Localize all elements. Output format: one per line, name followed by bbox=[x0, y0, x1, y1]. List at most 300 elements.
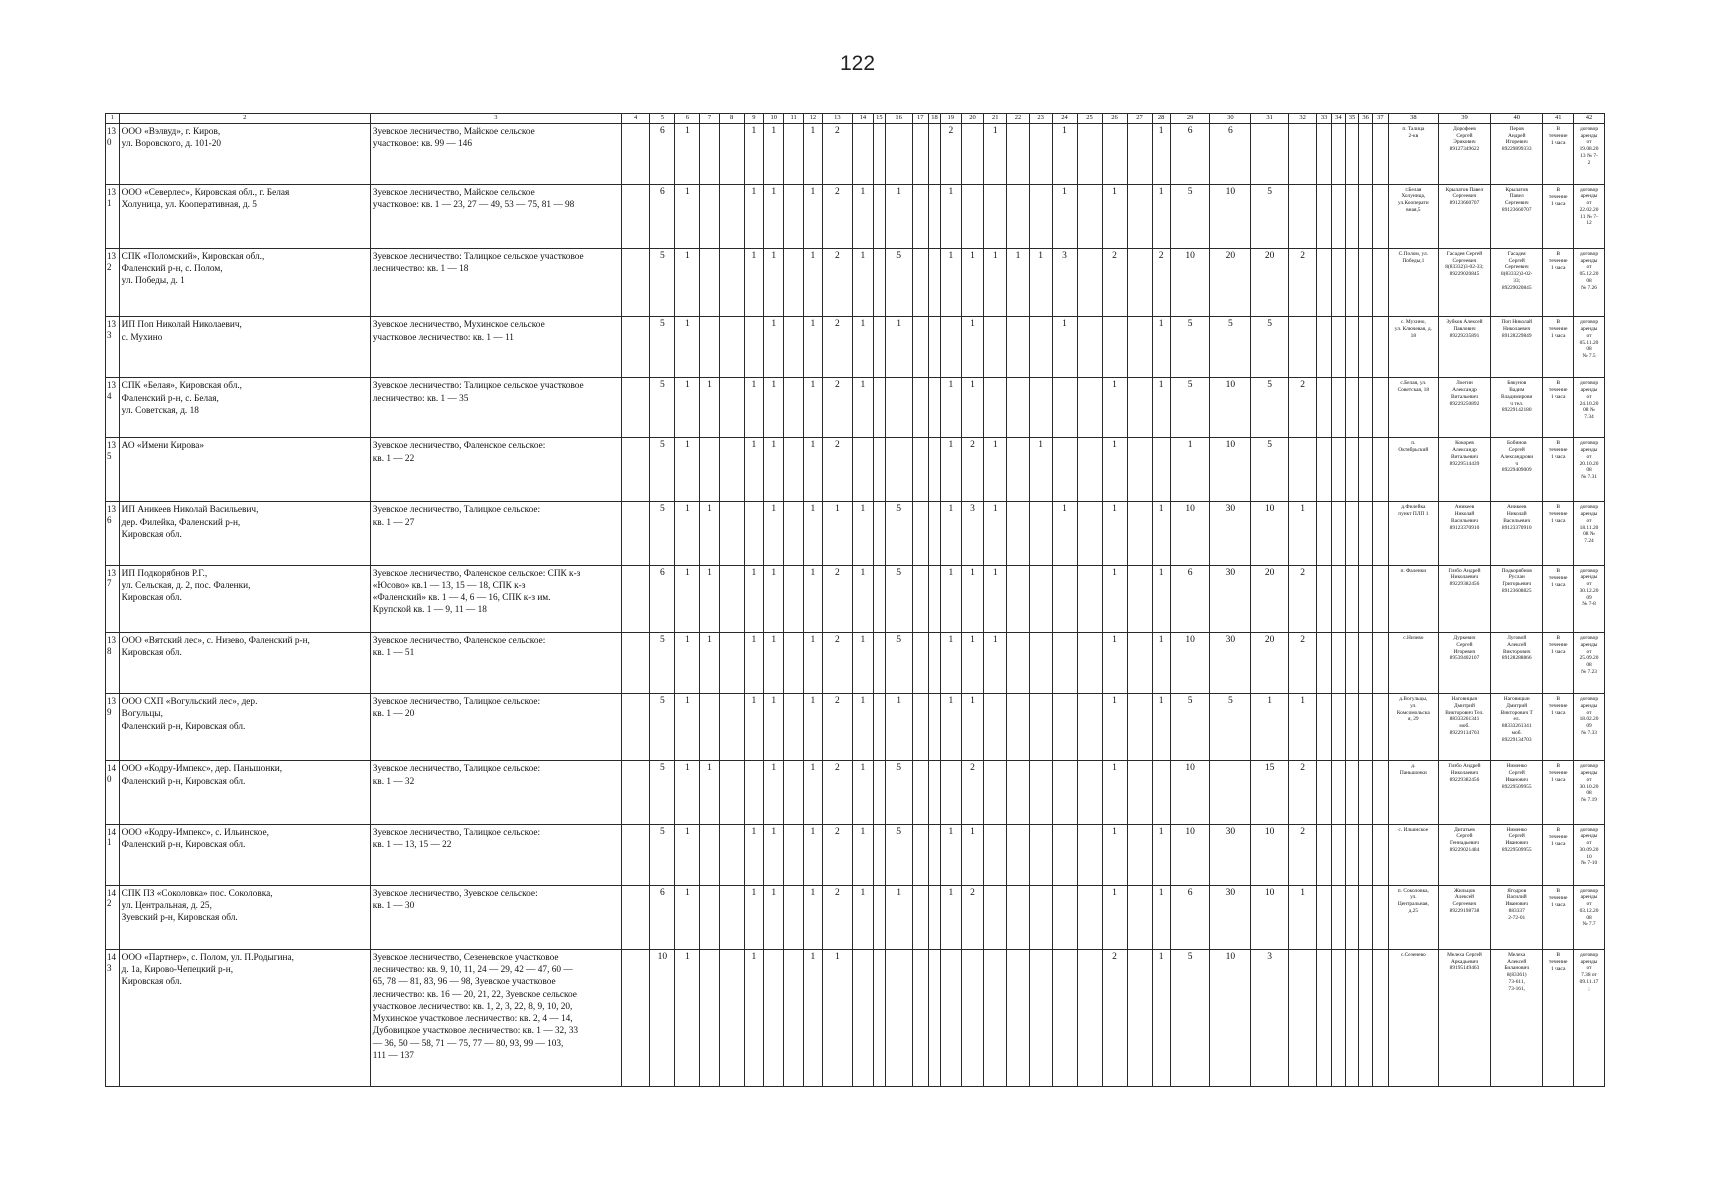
value-cell bbox=[912, 565, 928, 632]
column-number: 15 bbox=[874, 114, 885, 124]
value-cell bbox=[928, 123, 941, 184]
value-cell bbox=[912, 633, 928, 694]
value-cell: 1 bbox=[803, 694, 822, 761]
responsible-person-cell: Дорофеев Сергей Эрикович 89127349622 bbox=[1438, 123, 1490, 184]
value-cell: 1 bbox=[1102, 633, 1127, 694]
value-cell: 1 bbox=[1102, 184, 1127, 248]
value-cell bbox=[885, 123, 912, 184]
value-cell bbox=[784, 378, 803, 438]
value-cell bbox=[941, 317, 961, 378]
value-cell bbox=[1152, 761, 1170, 824]
value-cell bbox=[1007, 761, 1030, 824]
value-cell: 1 bbox=[1152, 317, 1170, 378]
forestry-location-cell: Зуевское лесничество, Фаленское сельское: кв. 1 — 51 bbox=[370, 633, 621, 694]
value-cell: 1 bbox=[1152, 123, 1170, 184]
value-cell: 2 bbox=[1102, 248, 1127, 317]
column-number: 1 bbox=[106, 114, 120, 124]
value-cell bbox=[912, 824, 928, 885]
organization-cell: ООО «Кодру-Импекс», с. Ильинское, Фаленский р-н, Кировская обл. bbox=[119, 824, 370, 885]
value-cell: 1 bbox=[700, 378, 719, 438]
value-cell bbox=[912, 317, 928, 378]
column-number: 32 bbox=[1288, 114, 1316, 124]
value-cell: 3 bbox=[1052, 248, 1077, 317]
value-cell: 1 bbox=[744, 123, 763, 184]
value-cell: 5 bbox=[650, 248, 675, 317]
value-cell: 1 bbox=[1152, 824, 1170, 885]
value-cell: 1 bbox=[1152, 502, 1170, 565]
value-cell bbox=[1372, 761, 1388, 824]
value-cell bbox=[1007, 633, 1030, 694]
value-cell bbox=[744, 502, 763, 565]
value-cell bbox=[621, 248, 649, 317]
value-cell bbox=[928, 761, 941, 824]
value-cell bbox=[1332, 694, 1346, 761]
value-cell bbox=[984, 949, 1007, 1086]
organization-cell: ООО СХП «Вогульский лес», дер. Вогульцы, Фаленский р-н, Кировская обл. bbox=[119, 694, 370, 761]
value-cell: 1 bbox=[700, 633, 719, 694]
value-cell: 10 bbox=[1170, 824, 1210, 885]
value-cell: 2 bbox=[1152, 248, 1170, 317]
value-cell: 1 bbox=[852, 248, 874, 317]
value-cell bbox=[928, 824, 941, 885]
value-cell bbox=[1372, 824, 1388, 885]
value-cell: 5 bbox=[885, 633, 912, 694]
value-cell: 1 bbox=[852, 761, 874, 824]
value-cell bbox=[1332, 502, 1346, 565]
value-cell bbox=[784, 694, 803, 761]
value-cell: 1 bbox=[803, 633, 822, 694]
value-cell bbox=[1317, 123, 1332, 184]
value-cell bbox=[719, 438, 744, 502]
column-number: 40 bbox=[1491, 114, 1543, 124]
value-cell: 5 bbox=[1251, 378, 1289, 438]
response-time-cell: В течение 1 часа bbox=[1543, 378, 1574, 438]
value-cell: 1 bbox=[941, 184, 961, 248]
value-cell: 1 bbox=[744, 949, 763, 1086]
value-cell: 1 bbox=[675, 184, 700, 248]
value-cell bbox=[1102, 123, 1127, 184]
response-time-cell: В течение 1 часа bbox=[1543, 761, 1574, 824]
column-number: 39 bbox=[1438, 114, 1490, 124]
value-cell bbox=[912, 438, 928, 502]
value-cell: 1 bbox=[744, 824, 763, 885]
value-cell bbox=[1007, 885, 1030, 949]
column-number: 37 bbox=[1372, 114, 1388, 124]
value-cell bbox=[1077, 123, 1102, 184]
contact-person-cell: Бобинов Сергей Александрови ч 89229409009 bbox=[1491, 438, 1543, 502]
value-cell: 20 bbox=[1251, 248, 1289, 317]
value-cell: 20 bbox=[1251, 633, 1289, 694]
value-cell: 1 bbox=[1007, 248, 1030, 317]
value-cell: 1 bbox=[852, 824, 874, 885]
column-number: 30 bbox=[1210, 114, 1251, 124]
value-cell: 5 bbox=[1170, 184, 1210, 248]
table-row bbox=[106, 694, 1605, 761]
value-cell bbox=[744, 761, 763, 824]
value-cell: 2 bbox=[823, 438, 853, 502]
value-cell bbox=[874, 123, 885, 184]
responsible-person-cell: Дигатьев Сергей Геннадьевич 89229021484 bbox=[1438, 824, 1490, 885]
value-cell bbox=[1029, 885, 1052, 949]
value-cell bbox=[874, 248, 885, 317]
value-cell: 1 bbox=[852, 378, 874, 438]
value-cell: 2 bbox=[823, 378, 853, 438]
value-cell: 10 bbox=[1251, 885, 1289, 949]
value-cell bbox=[1052, 438, 1077, 502]
address-cell: с. Мухино, ул. Ключевая, д. 18 bbox=[1388, 317, 1438, 378]
address-cell: п. Фаленки bbox=[1388, 565, 1438, 632]
value-cell: 1 bbox=[1152, 633, 1170, 694]
column-number: 38 bbox=[1388, 114, 1438, 124]
value-cell: 1 bbox=[803, 378, 822, 438]
responsible-person-cell: Гизбо Андрей Николаевич 89229382456 bbox=[1438, 565, 1490, 632]
value-cell: 1 bbox=[763, 761, 783, 824]
row-number: 131 bbox=[106, 184, 120, 248]
value-cell: 1 bbox=[803, 761, 822, 824]
value-cell bbox=[700, 885, 719, 949]
value-cell: 1 bbox=[1102, 565, 1127, 632]
responsible-person-cell: Крылатов Павел Сергеевич 89123660707 bbox=[1438, 184, 1490, 248]
value-cell: 1 bbox=[803, 502, 822, 565]
value-cell bbox=[1077, 694, 1102, 761]
organization-cell: ООО «Вэлвуд», г. Киров, ул. Воровского, д. 101-20 bbox=[119, 123, 370, 184]
value-cell bbox=[1345, 824, 1359, 885]
value-cell: 3 bbox=[961, 502, 984, 565]
value-cell: 1 bbox=[744, 438, 763, 502]
value-cell: 2 bbox=[1288, 378, 1316, 438]
value-cell: 1 bbox=[885, 184, 912, 248]
value-cell: 1 bbox=[885, 317, 912, 378]
value-cell: 1 bbox=[763, 438, 783, 502]
value-cell: 6 bbox=[650, 885, 675, 949]
responsible-person-cell: Кокорев Александр Витальевич 89229514439 bbox=[1438, 438, 1490, 502]
value-cell: 10 bbox=[1210, 378, 1251, 438]
value-cell: 1 bbox=[700, 761, 719, 824]
value-cell: 1 bbox=[1102, 502, 1127, 565]
responsible-person-cell: Зубков Алексей Павлович 89229235891 bbox=[1438, 317, 1490, 378]
value-cell bbox=[1077, 248, 1102, 317]
value-cell bbox=[874, 565, 885, 632]
value-cell bbox=[984, 694, 1007, 761]
value-cell bbox=[1332, 824, 1346, 885]
column-number: 8 bbox=[719, 114, 744, 124]
response-time-cell: В течение 1 часа bbox=[1543, 633, 1574, 694]
value-cell bbox=[1359, 248, 1373, 317]
value-cell bbox=[1127, 694, 1152, 761]
value-cell: 5 bbox=[1210, 694, 1251, 761]
value-cell bbox=[1007, 949, 1030, 1086]
value-cell bbox=[1359, 565, 1373, 632]
value-cell: 1 bbox=[744, 694, 763, 761]
value-cell bbox=[700, 824, 719, 885]
value-cell bbox=[1359, 184, 1373, 248]
lease-agreement-cell: договор аренды от 05.11.20 08 № 7.5 bbox=[1574, 317, 1605, 378]
value-cell: 1 bbox=[1102, 761, 1127, 824]
value-cell bbox=[1127, 438, 1152, 502]
row-number: 133 bbox=[106, 317, 120, 378]
value-cell: 1 bbox=[744, 378, 763, 438]
column-number: 21 bbox=[984, 114, 1007, 124]
table-row bbox=[106, 184, 1605, 248]
value-cell: 5 bbox=[650, 502, 675, 565]
value-cell: 1 bbox=[1102, 885, 1127, 949]
value-cell bbox=[719, 633, 744, 694]
value-cell bbox=[719, 761, 744, 824]
value-cell bbox=[1127, 633, 1152, 694]
value-cell bbox=[1372, 438, 1388, 502]
value-cell bbox=[719, 123, 744, 184]
value-cell: 1 bbox=[1102, 438, 1127, 502]
value-cell bbox=[1210, 761, 1251, 824]
value-cell bbox=[1288, 317, 1316, 378]
value-cell: 15 bbox=[1251, 761, 1289, 824]
response-time-cell: В течение 1 часа bbox=[1543, 317, 1574, 378]
responsible-person-cell: Мелеха Сергей Аркадьевич 89195149463 bbox=[1438, 949, 1490, 1086]
value-cell bbox=[874, 885, 885, 949]
value-cell: 1 bbox=[763, 633, 783, 694]
value-cell: 6 bbox=[1170, 885, 1210, 949]
value-cell bbox=[1127, 565, 1152, 632]
column-number: 3 bbox=[370, 114, 621, 124]
value-cell bbox=[1332, 248, 1346, 317]
value-cell: 5 bbox=[1251, 317, 1289, 378]
value-cell: 30 bbox=[1210, 633, 1251, 694]
lease-agreement-cell: договор аренды от 03.12.20 08 № 7.7 bbox=[1574, 885, 1605, 949]
value-cell: 1 bbox=[1052, 317, 1077, 378]
value-cell bbox=[784, 317, 803, 378]
value-cell bbox=[852, 123, 874, 184]
value-cell bbox=[1288, 184, 1316, 248]
value-cell bbox=[1029, 184, 1052, 248]
value-cell: 10 bbox=[1170, 502, 1210, 565]
value-cell: 5 bbox=[650, 761, 675, 824]
table-row bbox=[106, 123, 1605, 184]
value-cell: 1 bbox=[763, 502, 783, 565]
organization-cell: ООО «Кодру-Импекс», дер. Паньшонки, Фаленский р-н, Кировская обл. bbox=[119, 761, 370, 824]
value-cell: 2 bbox=[823, 248, 853, 317]
value-cell: 1 bbox=[941, 502, 961, 565]
organization-cell: ООО «Вятский лес», с. Низево, Фаленский р-н, Кировская обл. bbox=[119, 633, 370, 694]
lease-agreement-cell: договор аренды от 19.08.20 13 № 7- 2 bbox=[1574, 123, 1605, 184]
value-cell: 1 bbox=[961, 824, 984, 885]
value-cell bbox=[1007, 317, 1030, 378]
value-cell: 5 bbox=[885, 824, 912, 885]
value-cell bbox=[1332, 184, 1346, 248]
forestry-location-cell: Зуевское лесничество, Талицкое сельское: кв. 1 — 27 bbox=[370, 502, 621, 565]
value-cell: 2 bbox=[1102, 949, 1127, 1086]
value-cell bbox=[1077, 565, 1102, 632]
value-cell bbox=[1029, 502, 1052, 565]
value-cell bbox=[874, 694, 885, 761]
value-cell bbox=[1359, 694, 1373, 761]
value-cell bbox=[1359, 824, 1373, 885]
column-number: 19 bbox=[941, 114, 961, 124]
value-cell: 1 bbox=[675, 123, 700, 184]
value-cell bbox=[1127, 885, 1152, 949]
value-cell bbox=[784, 885, 803, 949]
value-cell: 1 bbox=[941, 633, 961, 694]
forestry-location-cell: Зуевское лесничество, Талицкое сельское: кв. 1 — 13, 15 — 22 bbox=[370, 824, 621, 885]
responsible-person-cell: Гизбо Андрей Николаевич 89229382456 bbox=[1438, 761, 1490, 824]
value-cell bbox=[744, 317, 763, 378]
value-cell bbox=[874, 378, 885, 438]
value-cell bbox=[1127, 248, 1152, 317]
value-cell: 2 bbox=[823, 317, 853, 378]
value-cell: 1 bbox=[744, 565, 763, 632]
value-cell: 1 bbox=[803, 317, 822, 378]
value-cell: 5 bbox=[885, 248, 912, 317]
forestry-location-cell: Зуевское лесничество, Талицкое сельское: кв. 1 — 32 bbox=[370, 761, 621, 824]
value-cell: 1 bbox=[803, 123, 822, 184]
value-cell bbox=[719, 248, 744, 317]
responsible-person-cell: Жильцов Алексей Сергеевич 89229198738 bbox=[1438, 885, 1490, 949]
value-cell bbox=[941, 949, 961, 1086]
value-cell bbox=[1332, 317, 1346, 378]
value-cell bbox=[1052, 565, 1077, 632]
contact-person-cell: Ягодров Василий Иванович 883337 2-72-01 bbox=[1491, 885, 1543, 949]
response-time-cell: В течение 1 часа bbox=[1543, 123, 1574, 184]
value-cell: 1 bbox=[675, 565, 700, 632]
organization-cell: ИП Поп Николай Николаевич, с. Мухино bbox=[119, 317, 370, 378]
value-cell: 5 bbox=[1251, 184, 1289, 248]
address-cell: с.Сезенево bbox=[1388, 949, 1438, 1086]
value-cell bbox=[1345, 502, 1359, 565]
value-cell bbox=[912, 949, 928, 1086]
value-cell: 1 bbox=[941, 378, 961, 438]
address-cell: п. Соколовка, ул. Центральная, д.25 bbox=[1388, 885, 1438, 949]
value-cell: 1 bbox=[675, 633, 700, 694]
value-cell: 1 bbox=[961, 248, 984, 317]
value-cell bbox=[984, 317, 1007, 378]
value-cell bbox=[1127, 378, 1152, 438]
value-cell bbox=[621, 824, 649, 885]
value-cell: 1 bbox=[675, 438, 700, 502]
value-cell bbox=[1372, 502, 1388, 565]
value-cell bbox=[719, 317, 744, 378]
value-cell bbox=[719, 565, 744, 632]
value-cell bbox=[784, 824, 803, 885]
column-number: 11 bbox=[784, 114, 803, 124]
value-cell bbox=[852, 949, 874, 1086]
value-cell bbox=[941, 761, 961, 824]
value-cell: 1 bbox=[1152, 949, 1170, 1086]
value-cell: 1 bbox=[1052, 502, 1077, 565]
value-cell bbox=[1372, 885, 1388, 949]
value-cell: 1 bbox=[803, 248, 822, 317]
value-cell bbox=[928, 502, 941, 565]
value-cell bbox=[719, 885, 744, 949]
value-cell bbox=[1052, 949, 1077, 1086]
value-cell: 1 bbox=[852, 694, 874, 761]
value-cell: 5 bbox=[1251, 438, 1289, 502]
value-cell: 1 bbox=[1052, 123, 1077, 184]
responsible-person-cell: Аникеев Николай Васильевич 89123370910 bbox=[1438, 502, 1490, 565]
value-cell: 2 bbox=[961, 885, 984, 949]
organization-cell: ИП Аникеев Николай Васильевич, дер. Филейка, Фаленский р-н, Кировская обл. bbox=[119, 502, 370, 565]
row-number: 139 bbox=[106, 694, 120, 761]
value-cell: 2 bbox=[823, 184, 853, 248]
value-cell bbox=[984, 885, 1007, 949]
value-cell bbox=[928, 248, 941, 317]
value-cell: 1 bbox=[1029, 438, 1052, 502]
response-time-cell: В течение 1 часа bbox=[1543, 885, 1574, 949]
value-cell bbox=[621, 949, 649, 1086]
value-cell bbox=[1127, 824, 1152, 885]
value-cell: 1 bbox=[941, 248, 961, 317]
value-cell bbox=[1359, 502, 1373, 565]
row-number: 137 bbox=[106, 565, 120, 632]
value-cell bbox=[621, 123, 649, 184]
forestry-location-cell: Зуевское лесничество, Сезеневское участковое лесничество: кв. 9, 10, 11, 24 — 29, 42 — 47, 60 — 65, 78 — 81, 83, 96 — 98, Зуевское участковое лесничество: кв. 16 — 20, 21, 22, Зуевское сельское участковое лесничество: кв. 1, 2, 3, 22, 8, 9, 10, 20, Мухинское участковое лесничество: кв. 2, 4 — 14, Дубовицкое участковое лесничество: кв. 1 — 32, 33 — 36, 50 — 58, 71 — 75, 77 — 80, 93, 99 — 103, 111 — 137 bbox=[370, 949, 621, 1086]
value-cell bbox=[1345, 694, 1359, 761]
value-cell: 1 bbox=[1152, 885, 1170, 949]
lease-agreement-cell: договор аренды от 18.02.20 09 № 7.33 bbox=[1574, 694, 1605, 761]
value-cell: 5 bbox=[650, 633, 675, 694]
table-row bbox=[106, 761, 1605, 824]
value-cell: 1 bbox=[1288, 885, 1316, 949]
value-cell bbox=[1372, 378, 1388, 438]
value-cell: 1 bbox=[803, 949, 822, 1086]
value-cell bbox=[912, 123, 928, 184]
value-cell bbox=[1288, 438, 1316, 502]
value-cell bbox=[621, 184, 649, 248]
value-cell bbox=[1127, 123, 1152, 184]
value-cell: 5 bbox=[885, 502, 912, 565]
address-cell: п. Талица 2-кв bbox=[1388, 123, 1438, 184]
value-cell: 1 bbox=[961, 317, 984, 378]
value-cell: 1 bbox=[941, 824, 961, 885]
value-cell bbox=[1127, 184, 1152, 248]
value-cell: 2 bbox=[823, 123, 853, 184]
value-cell: 1 bbox=[763, 824, 783, 885]
value-cell bbox=[784, 633, 803, 694]
table-row bbox=[106, 248, 1605, 317]
value-cell: 1 bbox=[675, 502, 700, 565]
address-cell: С.Полом, ул. Победы,1 bbox=[1388, 248, 1438, 317]
value-cell bbox=[1317, 184, 1332, 248]
value-cell bbox=[621, 694, 649, 761]
forest-lease-table bbox=[105, 113, 1605, 1087]
value-cell: 5 bbox=[650, 824, 675, 885]
value-cell: 5 bbox=[650, 438, 675, 502]
value-cell bbox=[1077, 885, 1102, 949]
column-number-row bbox=[106, 114, 1605, 124]
address-cell: с.Белая, ул. Советская, 18 bbox=[1388, 378, 1438, 438]
value-cell: 1 bbox=[763, 248, 783, 317]
value-cell bbox=[700, 694, 719, 761]
forestry-location-cell: Зуевское лесничество, Талицкое сельское: кв. 1 — 20 bbox=[370, 694, 621, 761]
value-cell bbox=[912, 885, 928, 949]
value-cell bbox=[1029, 565, 1052, 632]
value-cell: 30 bbox=[1210, 502, 1251, 565]
response-time-cell: В течение 1 часа bbox=[1543, 502, 1574, 565]
column-number: 10 bbox=[763, 114, 783, 124]
contact-person-cell: Аникеев Николай Васильевич 89123370910 bbox=[1491, 502, 1543, 565]
value-cell bbox=[719, 184, 744, 248]
table-row bbox=[106, 317, 1605, 378]
column-number: 31 bbox=[1251, 114, 1289, 124]
value-cell bbox=[763, 949, 783, 1086]
value-cell bbox=[621, 317, 649, 378]
row-number: 143 bbox=[106, 949, 120, 1086]
value-cell bbox=[1029, 824, 1052, 885]
organization-cell: ООО «Партнер», с. Полом, ул. П.Родыгина, д. 1а, Кирово-Чепецкий р-н, Кировская обл. bbox=[119, 949, 370, 1086]
value-cell bbox=[784, 184, 803, 248]
value-cell: 2 bbox=[823, 824, 853, 885]
value-cell bbox=[885, 378, 912, 438]
value-cell: 10 bbox=[1210, 949, 1251, 1086]
contact-person-cell: Нименко Сергей Иванович 89229509955 bbox=[1491, 761, 1543, 824]
